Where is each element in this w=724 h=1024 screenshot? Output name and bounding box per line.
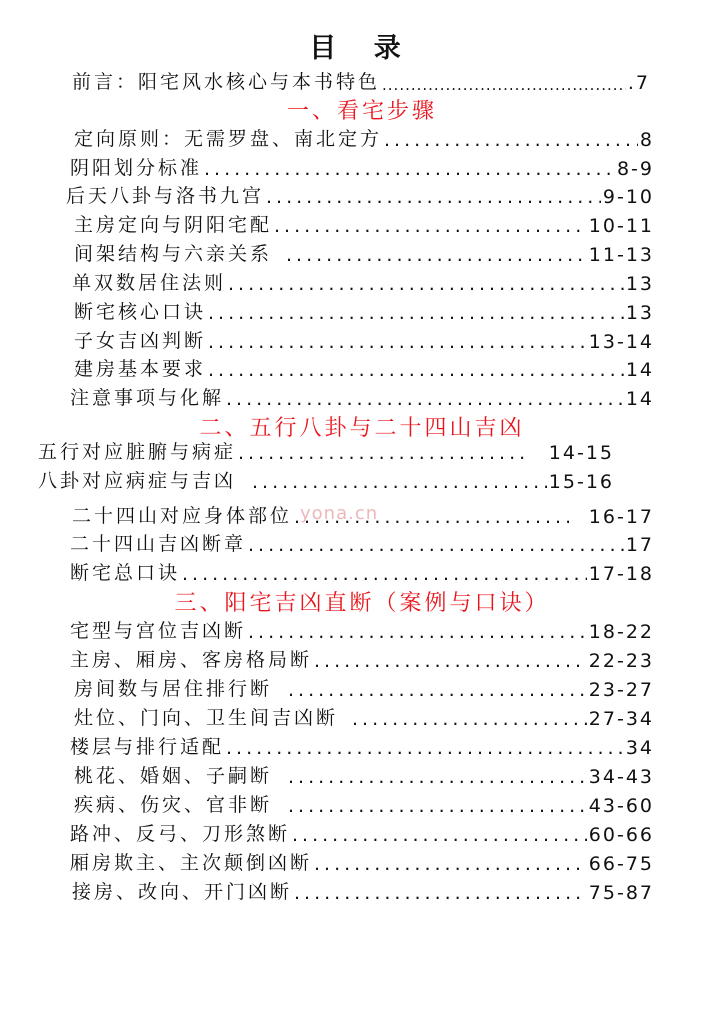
toc-entry-label: 房间数与居住排行断 [74,678,273,700]
toc-entry [38,436,614,464]
section-heading-1: 一、看宅步骤 [286,99,437,124]
toc-entry [74,673,654,701]
toc-entry-label: 前言：阳宅风水核心与本书特色 [72,71,381,93]
toc-entry-label: 二十四山对应身体部位 [72,505,293,527]
dot-leader [228,273,624,295]
dot-leader [382,76,626,94]
dot-leader [274,215,587,237]
toc-entry-page: 43-60 [588,795,654,817]
toc-entry-label: 疾病、伤灾、官非断 [74,794,273,816]
toc-entry-page: 14 [625,359,654,381]
toc-entry [70,644,654,672]
toc-entry [70,818,654,846]
page-title: 目 录 [309,33,415,64]
toc-entry-page: 17-18 [588,563,654,585]
toc-entry [72,267,654,295]
toc-entry [70,382,654,410]
toc-entry-page: 27-34 [588,708,654,730]
toc-entry [74,123,654,151]
toc-entry-page: 18-22 [588,621,654,643]
toc-entry [74,760,654,788]
toc-entry-label: 阴阳划分标准 [70,157,203,179]
toc-entry-label: 后天八卦与洛书九宫 [66,185,265,207]
toc-entry-label: 单双数居住法则 [72,272,227,294]
dot-leader [182,563,587,585]
toc-entry-label: 断宅总口诀 [70,562,181,584]
dot-leader [314,650,587,672]
toc-entry [70,731,654,759]
toc-entry-label: 灶位、门向、卫生间吉凶断 [74,707,339,729]
dot-leader [286,244,587,266]
toc-entry-page: 11-13 [588,244,654,266]
toc-entry-page: 13 [625,273,654,295]
toc-entry [74,209,654,237]
dot-leader [248,534,624,556]
toc-entry-label: 间架结构与六亲关系 [74,243,273,265]
toc-entry-page: 22-23 [588,650,654,672]
toc-entry [70,557,654,585]
watermark: yona.cn [300,503,379,524]
toc-entry [74,325,654,353]
dot-leader [208,331,587,353]
toc-entry-page: 10-11 [588,215,654,237]
dot-leader [314,853,587,875]
toc-entry-label: 五行对应脏腑与病症 [38,441,237,463]
toc-entry-label: 桃花、婚姻、子嗣断 [74,765,273,787]
toc-entry-page: 66-75 [588,853,654,875]
dot-leader [238,442,525,464]
toc-entry-label: 厢房欺主、主次颠倒凶断 [70,852,313,874]
dot-leader [226,388,624,410]
toc-entry-page: 8 [639,129,654,151]
toc-entry [70,528,654,556]
toc-entry-label: 断宅核心口诀 [74,301,207,323]
toc-entry-page: 9-10 [602,186,654,208]
dot-leader [266,186,601,208]
toc-entry-page: .7 [627,72,650,94]
toc-entry-label: 注意事项与化解 [70,387,225,409]
toc-entry-label: 子女吉凶判断 [74,330,207,352]
toc-entry [70,615,654,643]
toc-entry-label: 定向原则：无需罗盘、南北定方 [74,128,383,150]
toc-entry [74,789,654,817]
dot-leader [288,795,587,817]
toc-entry-label: 八卦对应病症与吉凶 [38,470,237,492]
toc-entry-label: 建房基本要求 [74,358,207,380]
toc-entry-label: 接房、改向、开门凶断 [72,881,293,903]
toc-entry-page: 14-15 [548,442,614,464]
toc-entry [74,296,654,324]
toc-entry [38,465,614,493]
toc-entry [66,180,654,208]
toc-entry [70,847,654,875]
toc-entry-page: 34 [625,737,654,759]
dot-leader [226,737,624,759]
dot-leader [208,359,624,381]
toc-entry-page: 14 [625,388,654,410]
toc-entry-page: 16-17 [588,506,654,528]
section-heading-2: 二、五行八卦与二十四山吉凶 [199,416,525,441]
toc-entry-label: 主房定向与阴阳宅配 [74,214,273,236]
dot-leader [204,158,615,180]
dot-leader [384,129,638,151]
toc-entry [74,238,654,266]
toc-entry-page: 60-66 [588,824,654,846]
toc-entry [72,876,654,904]
toc-entry-page: 8-9 [616,158,654,180]
toc-entry-page: 75-87 [588,882,654,904]
toc-entry [74,702,654,730]
dot-leader [288,766,587,788]
dot-leader [294,882,587,904]
toc-entry-page: 23-27 [588,679,654,701]
section-heading-3: 三、阳宅吉凶直断（案例与口诀） [174,591,550,616]
dot-leader [288,679,587,701]
toc-entry-label: 主房、厢房、客房格局断 [70,649,313,671]
toc-entry-label: 楼层与排行适配 [70,736,225,758]
toc-entry-page: 34-43 [588,766,654,788]
dot-leader [252,471,547,493]
toc-entry-preface [72,66,650,94]
toc-entry-page: 17 [625,534,654,556]
dot-leader [352,708,587,730]
toc-entry-label: 宅型与宫位吉凶断 [70,620,247,642]
dot-leader [292,824,587,846]
toc-entry-page: 13 [625,302,654,324]
dot-leader [208,302,624,324]
toc-entry-label: 二十四山吉凶断章 [70,533,247,555]
toc-entry [74,353,654,381]
toc-entry-label: 路冲、反弓、刀形煞断 [70,823,291,845]
dot-leader [248,621,587,643]
toc-entry-page: 15-16 [548,471,614,493]
toc-entry-page: 13-14 [588,331,654,353]
toc-entry [70,152,654,180]
